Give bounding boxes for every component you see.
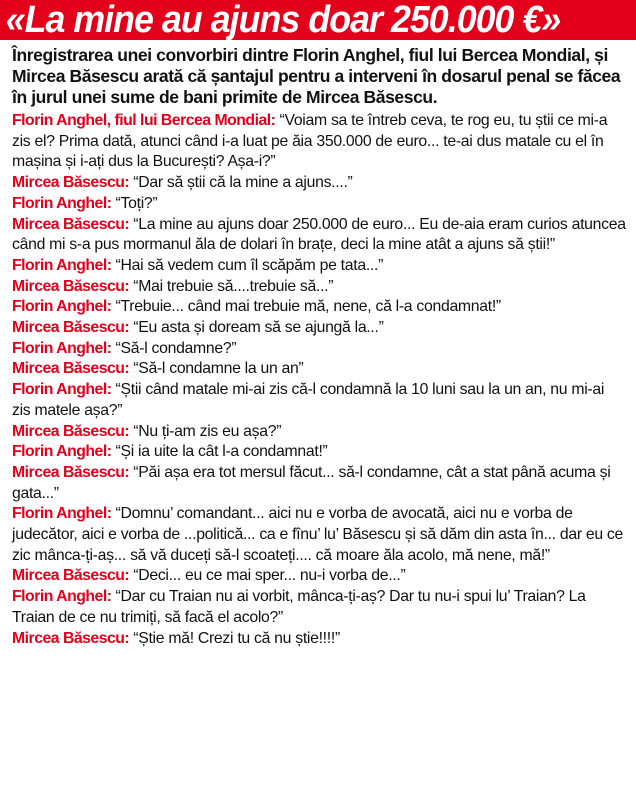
headline: «La mine au ajuns doar 250.000 €» bbox=[5, 0, 561, 40]
quote-text: “Știi când matale mi-ai zis că-l condamnă la 10 luni sau la un an, nu mi-ai zis matele așa?” bbox=[12, 381, 605, 419]
speaker-name: Florin Anghel, fiul lui Bercea Mondial: bbox=[12, 112, 276, 129]
quote-text: “Dar cu Traian nu ai vorbit, mânca-ți-aș? Dar tu nu-i spui lu’ Traian? La Traian de ce nu trimiți, să facă el acolo?” bbox=[12, 588, 586, 626]
speaker-name: Mircea Băsescu: bbox=[12, 463, 130, 481]
dialogue-line bbox=[12, 297, 626, 318]
quote-text: “La mine au ajuns doar 250.000 de euro... Eu de-aia eram curios atuncea când mi s-a pus mormanul ăla de dolari în brațe, deci la mine atât a ajuns să știi!” bbox=[12, 215, 626, 254]
dialogue-line bbox=[12, 359, 626, 380]
speaker-name: Florin Anghel: bbox=[12, 194, 112, 212]
quote-text: “Să-l condamne la un an” bbox=[129, 360, 304, 378]
quote-text: “Știe mă! Crezi tu că nu știe!!!!” bbox=[129, 629, 340, 647]
dialogue-line bbox=[12, 277, 626, 298]
dialogue-line bbox=[12, 566, 626, 587]
speaker-name: Florin Anghel: bbox=[12, 339, 112, 357]
quote-text: “Păi așa era tot mersul făcut... să-l condamne, cât a stat până acuma și gata...” bbox=[12, 463, 611, 502]
speaker-name: Mircea Băsescu: bbox=[12, 174, 130, 192]
dialogue-line bbox=[12, 173, 626, 194]
dialogue-line bbox=[12, 318, 626, 339]
quote-text: “Voiam sa te întreb ceva, te rog eu, tu știi ce mi-a zis el? Prima dată, atunci când i-a luat pe ăia 350.000 de euro... te-ai dus matale cu el în mașina și i-ați dus la București? Așa-i?” bbox=[12, 112, 608, 171]
article-body bbox=[0, 40, 636, 649]
speaker-name: Mircea Băsescu: bbox=[12, 422, 130, 440]
quote-text: “Mai trebuie să....trebuie să...” bbox=[129, 277, 334, 295]
speaker-name: Florin Anghel: bbox=[12, 505, 112, 523]
quote-text: “Să-l condamne?” bbox=[111, 339, 237, 357]
dialogue-line bbox=[12, 587, 626, 628]
speaker-name: Mircea Băsescu: bbox=[12, 567, 130, 585]
quote-text: “Deci... eu ce mai sper... nu-i vorba de...” bbox=[129, 567, 406, 585]
dialogue-line bbox=[12, 111, 626, 173]
article-lead: Înregistrarea unei convorbiri dintre Florin Anghel, fiul lui Bercea Mondial, și Mircea Băsescu arată că șantajul pentru a interveni în dosarul penal se făcea în jurul unei sume de bani primite de Mircea Băsescu. bbox=[12, 45, 621, 107]
speaker-name: Florin Anghel: bbox=[12, 443, 112, 461]
speaker-name: Mircea Băsescu: bbox=[12, 360, 130, 378]
quote-text: “Domnu’ comandant... aici nu e vorba de avocată, aici nu e vorba de judecător, aici e vorba de ...politică... ca e fînu’ lu’ Băsescu și să dăm din asta în... dar eu ce zic mânca-ți-aș... să vă duceți să-l scoateți.... că moare ăla acolo, mă nene, mă!” bbox=[12, 505, 624, 564]
speaker-name: Mircea Băsescu: bbox=[12, 319, 130, 337]
speaker-name: Mircea Băsescu: bbox=[12, 277, 130, 295]
speaker-name: Florin Anghel: bbox=[12, 381, 112, 399]
dialogue-line bbox=[12, 256, 626, 277]
quote-text: “Eu asta și doream să se ajungă la...” bbox=[129, 319, 384, 337]
dialogue-line bbox=[12, 422, 626, 443]
dialogue-line bbox=[12, 629, 626, 650]
dialogue-line bbox=[12, 504, 626, 566]
dialogue-transcript bbox=[12, 111, 626, 649]
dialogue-line bbox=[12, 463, 626, 504]
quote-text: “Dar să știi că la mine a ajuns....” bbox=[129, 174, 353, 192]
quote-text: “Hai să vedem cum îl scăpăm pe tata...” bbox=[111, 256, 384, 274]
quote-text: “Toți?” bbox=[111, 194, 158, 212]
speaker-name: Florin Anghel: bbox=[12, 588, 112, 606]
dialogue-line bbox=[12, 339, 626, 360]
headline-banner bbox=[0, 0, 636, 40]
dialogue-line bbox=[12, 380, 626, 421]
quote-text: “Și ia uite la cât l-a condamnat!” bbox=[111, 443, 328, 461]
dialogue-line bbox=[12, 215, 626, 256]
quote-text: “Nu ți-am zis eu așa?” bbox=[129, 422, 282, 440]
speaker-name: Mircea Băsescu: bbox=[12, 215, 130, 233]
dialogue-line bbox=[12, 442, 626, 463]
speaker-name: Mircea Băsescu: bbox=[12, 629, 130, 647]
speaker-name: Florin Anghel: bbox=[12, 256, 112, 274]
speaker-name: Florin Anghel: bbox=[12, 298, 112, 316]
dialogue-line bbox=[12, 194, 626, 215]
quote-text: “Trebuie... când mai trebuie mă, nene, că l-a condamnat!” bbox=[111, 298, 501, 316]
